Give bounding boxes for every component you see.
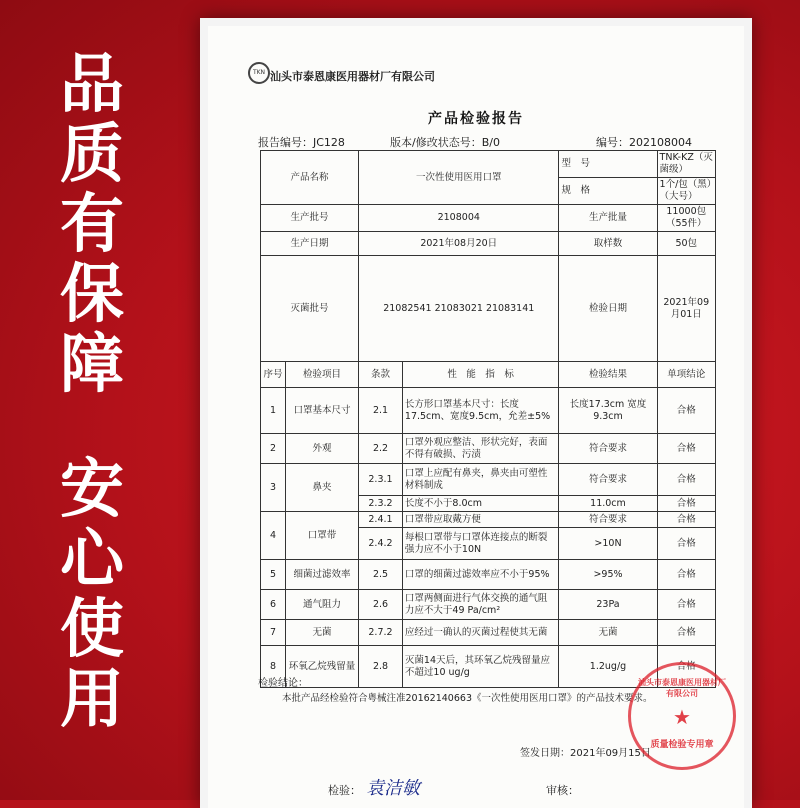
row-clause: 2.4.1: [359, 512, 403, 528]
row-requirement: 每根口罩带与口罩体连接点的断裂强力应不小于10N: [402, 528, 559, 560]
row-result: 11.0cm: [559, 496, 657, 512]
row-clause: 2.4.2: [359, 528, 403, 560]
row-verdict: 合格: [657, 560, 715, 590]
stamp-label: 质量检验专用章: [650, 740, 714, 750]
row-verdict: 合格: [657, 646, 715, 688]
company-logo: TKN: [248, 62, 270, 84]
checker-signature: 袁洁敏: [366, 778, 420, 799]
production-date: 2021年08月20日: [359, 232, 559, 256]
row-item: 口罩带: [286, 512, 359, 560]
row-result: 符合要求: [559, 464, 657, 496]
slogan-char: 障: [60, 328, 124, 402]
label-test-date: 检验日期: [559, 256, 657, 362]
sample-size: 50包: [657, 232, 715, 256]
row-verdict: 合格: [657, 512, 715, 528]
label-model: 型 号: [559, 151, 657, 178]
slogan-char: 保: [60, 258, 124, 332]
row-no: 6: [261, 590, 286, 620]
row-item: 细菌过滤效率: [286, 560, 359, 590]
row-item: 口罩基本尺寸: [286, 388, 359, 434]
row-requirement: 口罩的细菌过滤效率应不小于95%: [402, 560, 559, 590]
row-verdict: 合格: [657, 620, 715, 646]
conclusion-text: 本批产品经检验符合粤械注准20162140663《一次性使用医用口罩》的产品技术要求。: [282, 693, 653, 704]
table-row: [261, 464, 716, 496]
stamp-company: 汕头市泰恩康医用器材厂有限公司: [638, 678, 726, 698]
label-product-name: 产品名称: [261, 151, 359, 205]
row-item: 外观: [286, 434, 359, 464]
row-requirement: 口罩两侧面进行气体交换的通气阻力应不大于49 Pa/cm²: [402, 590, 559, 620]
table-row: [261, 388, 716, 434]
report-frame: [200, 18, 752, 808]
row-result: 23Pa: [559, 590, 657, 620]
row-requirement: 应经过一确认的灭菌过程使其无菌: [402, 620, 559, 646]
spec-value: 1个/包（黑）（大号）: [657, 178, 715, 205]
row-result: 符合要求: [559, 434, 657, 464]
serial-number: 编号：202108004: [596, 136, 692, 149]
row-clause: 2.7.2: [359, 620, 403, 646]
checker-label: 检验：: [328, 784, 361, 797]
row-requirement: 口罩外观应整洁、形状完好，表面不得有破损、污渍: [402, 434, 559, 464]
report-paper: [208, 26, 744, 808]
col-no: 序号: [261, 362, 286, 388]
slogan-char: 质: [60, 118, 124, 192]
row-no: 2: [261, 434, 286, 464]
row-requirement: 灭菌14天后，其环氧乙烷残留量应不超过10 ug/g: [402, 646, 559, 688]
row-item: 无菌: [286, 620, 359, 646]
report-title: 产品检验报告: [428, 111, 524, 127]
row-verdict: 合格: [657, 464, 715, 496]
col-result: 检验结果: [559, 362, 657, 388]
label-batch: 生产批号: [261, 205, 359, 232]
row-clause: 2.5: [359, 560, 403, 590]
col-verdict: 单项结论: [657, 362, 715, 388]
product-name: 一次性使用医用口罩: [359, 151, 559, 205]
row-item: 通气阻力: [286, 590, 359, 620]
company-name: 汕头市泰恩康医用器材厂有限公司: [270, 70, 435, 83]
row-result: 1.2ug/g: [559, 646, 657, 688]
row-requirement: 长方形口罩基本尺寸：长度17.5cm、宽度9.5cm，允差±5%: [402, 388, 559, 434]
row-clause: 2.3.2: [359, 496, 403, 512]
version-status: 版本/修改状态号：B/0: [390, 136, 500, 149]
slogan-char: 品: [60, 48, 124, 122]
row-no: 4: [261, 512, 286, 560]
row-verdict: 合格: [657, 528, 715, 560]
row-no: 8: [261, 646, 286, 688]
sterilization-batch: 21082541 21083021 21083141: [359, 256, 559, 362]
slogan-char: 心: [60, 523, 124, 597]
row-clause: 2.2: [359, 434, 403, 464]
quantity-value: 11000包（55件）: [657, 205, 715, 232]
label-production-date: 生产日期: [261, 232, 359, 256]
inspection-table: [260, 150, 716, 688]
slogan-char: 用: [60, 663, 124, 737]
row-clause: 2.8: [359, 646, 403, 688]
row-verdict: 合格: [657, 496, 715, 512]
row-item: 环氧乙烷残留量: [286, 646, 359, 688]
row-result: 符合要求: [559, 512, 657, 528]
row-requirement: 口罩带应取戴方便: [402, 512, 559, 528]
reviewer-label: 审核：: [546, 784, 579, 797]
label-quantity: 生产批量: [559, 205, 657, 232]
table-row: [261, 560, 716, 590]
row-result: 无菌: [559, 620, 657, 646]
report-number: 报告编号：JC128: [258, 136, 345, 149]
label-sample-size: 取样数: [559, 232, 657, 256]
row-clause: 2.6: [359, 590, 403, 620]
row-verdict: 合格: [657, 388, 715, 434]
col-item: 检验项目: [286, 362, 359, 388]
row-verdict: 合格: [657, 590, 715, 620]
slogan-char: 有: [60, 188, 124, 262]
row-requirement: 长度不小于8.0cm: [402, 496, 559, 512]
promo-slogan: [42, 50, 142, 735]
batch-value: 2108004: [359, 205, 559, 232]
row-no: 3: [261, 464, 286, 512]
table-row: [261, 512, 716, 528]
col-clause: 条款: [359, 362, 403, 388]
label-spec: 规 格: [559, 178, 657, 205]
row-clause: 2.1: [359, 388, 403, 434]
row-verdict: 合格: [657, 434, 715, 464]
row-no: 7: [261, 620, 286, 646]
model-value: TNK-KZ（灭菌级）: [657, 151, 715, 178]
row-no: 5: [261, 560, 286, 590]
stamp-star-icon: ★: [673, 705, 691, 729]
table-row: [261, 620, 716, 646]
row-clause: 2.3.1: [359, 464, 403, 496]
row-item: 鼻夹: [286, 464, 359, 512]
quality-stamp: [628, 662, 736, 770]
slogan-char: 安: [60, 453, 124, 527]
test-date: 2021年09月01日: [657, 256, 715, 362]
sign-date: 签发日期：2021年09月15日: [520, 748, 651, 759]
slogan-char: 使: [60, 593, 124, 667]
row-requirement: 口罩上应配有鼻夹，鼻夹由可塑性材料制成: [402, 464, 559, 496]
row-result: >95%: [559, 560, 657, 590]
table-row: [261, 434, 716, 464]
conclusion-label: 检验结论：: [258, 678, 308, 689]
row-no: 1: [261, 388, 286, 434]
row-result: 长度17.3cm 宽度9.3cm: [559, 388, 657, 434]
table-row: [261, 590, 716, 620]
row-result: >10N: [559, 528, 657, 560]
col-requirement: 性 能 指 标: [402, 362, 559, 388]
label-sterilization-batch: 灭菌批号: [261, 256, 359, 362]
